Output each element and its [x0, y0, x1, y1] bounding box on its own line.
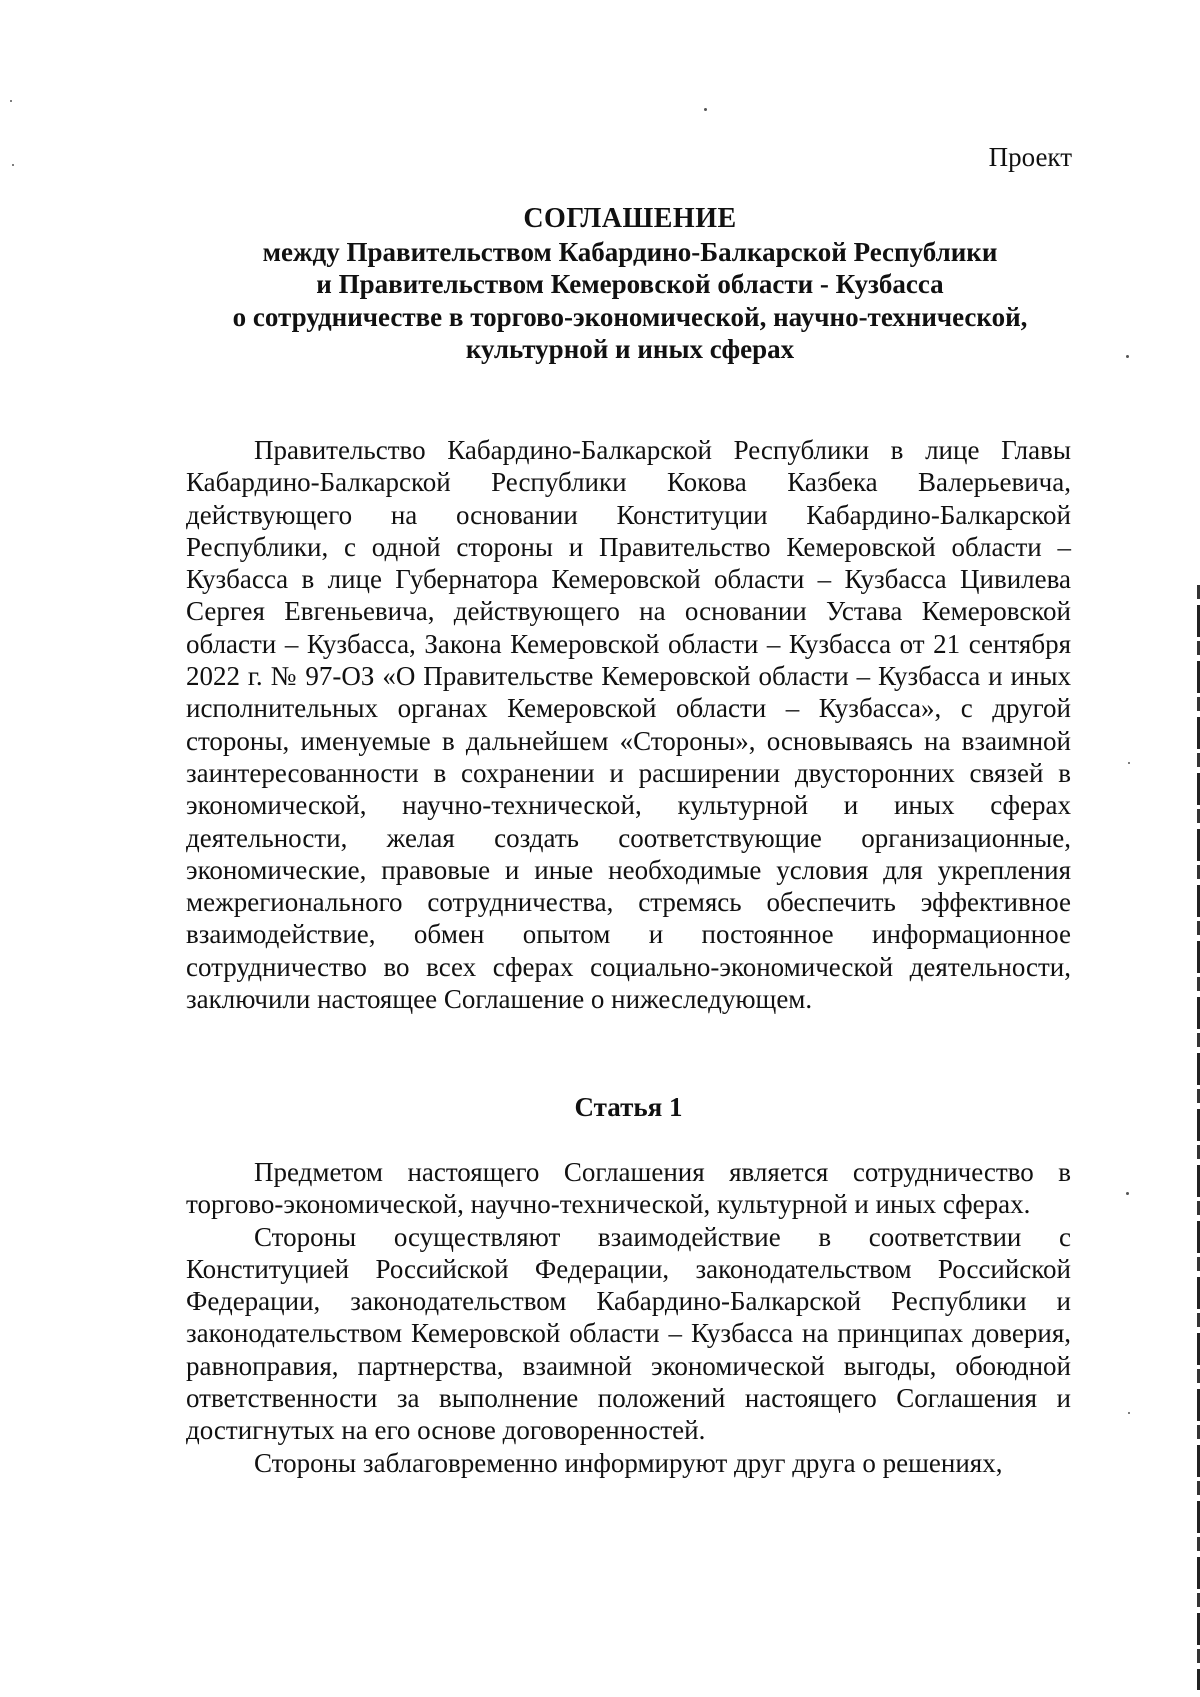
document-title-block [150, 203, 1110, 366]
preamble-paragraph: Правительство Кабардино-Балкарской Республики в лице Главы Кабардино-Балкарской Республики Кокова Казбека Валерьевича, действующего на основании Конституции Кабардино-Балкарской Республики, с одной стороны и Правительство Кемеровской области – Кузбасса в лице Губернатора Кемеровской области – Кузбасса Цивилева Сергея Евгеньевича, действующего на основании Устава Кемеровской области – Кузбасса, Закона Кемеровской области – Кузбасса от 21 сентября 2022 г. № 97-ОЗ «О Правительстве Кемеровской области – Кузбасса и иных исполнительных органах Кемеровской области – Кузбасса», с другой стороны, именуемые в дальнейшем «Стороны», основываясь на взаимной заинтересованности в сохранении и расширении двусторонних связей в экономической, научно-технической, культурной и иных сферах деятельности, желая создать соответствующие организационные, экономические, правовые и иные необходимые условия для укрепления межрегионального сотрудничества, стремясь обеспечить эффективное взаимодействие, обмен опытом и постоянное информационное сотрудничество во всех сферах социально-экономической деятельности, заключили настоящее Соглашение о нижеследующем. [186, 435, 1071, 1015]
scan-speck [10, 100, 12, 102]
article-paragraph: Предметом настоящего Соглашения является сотрудничество в торгово-экономической, научно-технической, культурной и иных сферах. [186, 1157, 1071, 1220]
scan-speck [1126, 1192, 1129, 1195]
title-line: культурной и иных сферах [465, 334, 795, 364]
title-line: и Правительством Кемеровской области - Кузбасса [316, 269, 944, 299]
preamble-section [186, 434, 1071, 1015]
draft-stamp: Проект [988, 142, 1072, 172]
scan-speck [12, 164, 14, 166]
document-type: СОГЛАШЕНИЕ [523, 203, 737, 234]
article-paragraph: Стороны заблаговременно информируют друг друга о решениях, [254, 1447, 1003, 1478]
scan-speck [1128, 762, 1130, 764]
title-line: о сотрудничестве в торгово-экономической, научно-технической, [232, 301, 1028, 332]
article-1-heading: Статья 1 [574, 1092, 683, 1122]
article-paragraph: Стороны осуществляют взаимодействие в соответствии с Конституцией Российской Федерации, законодательством Российской Федерации, законодательством Кабардино-Балкарской Республики и законодательством Кемеровской области – Кузбасса на принципах доверия, равноправия, партнерства, взаимной экономической выгоды, обоюдной ответственности за выполнение положений настоящего Соглашения и достигнутых на его основе договоренностей. [186, 1221, 1071, 1446]
scan-speck [1128, 1412, 1130, 1414]
scan-speck [1126, 355, 1129, 358]
title-line: между Правительством Кабардино-Балкарской Республики [262, 236, 998, 267]
article-1-body [186, 1156, 1071, 1479]
scan-speck [704, 108, 707, 111]
